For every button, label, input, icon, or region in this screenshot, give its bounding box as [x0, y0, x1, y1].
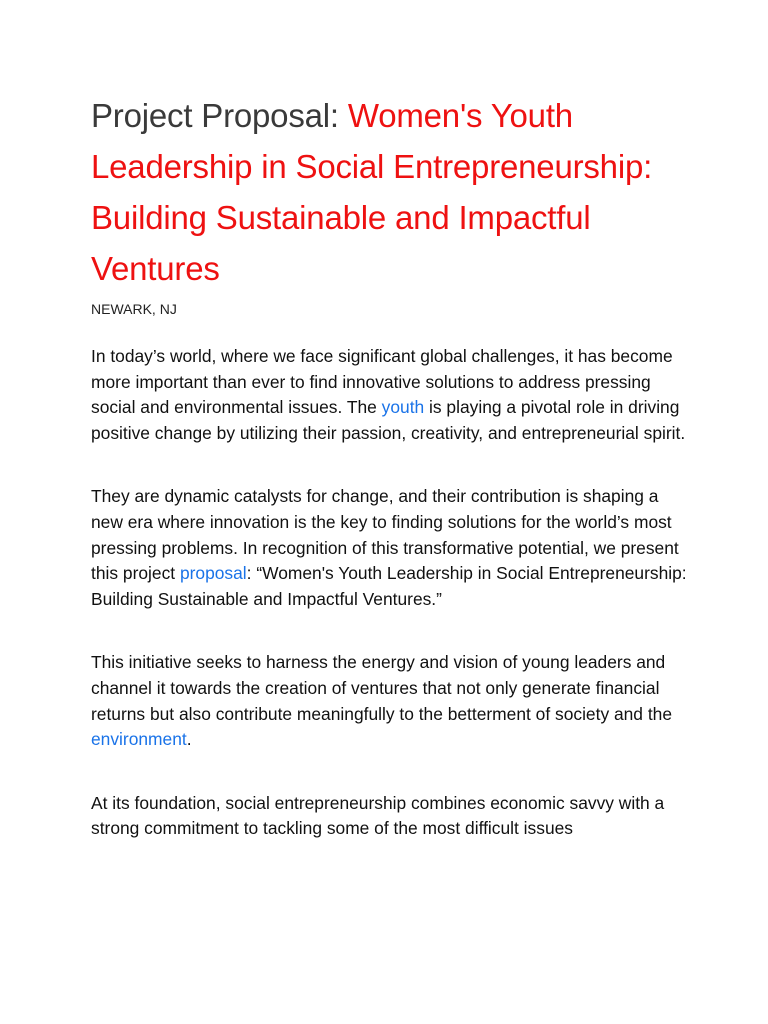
proposal-link[interactable]: proposal: [179, 563, 247, 584]
paragraph-3-text-before: This initiative seeks to harness the energy and vision of young leaders and channel it towards the creation of ventures that not only generate financial returns but also contribute meaningfully to the betterment of society and the: [91, 652, 672, 724]
paragraph-1-text-before: In today’s world, where we face significant global challenges, it has become more important than ever to find innovative solutions to address pressing social and environmental issues. The: [91, 346, 673, 418]
paragraph-3: [91, 650, 688, 752]
paragraph-1: [91, 344, 688, 446]
page-title: [91, 90, 688, 294]
paragraph-2-text-before: They are dynamic catalysts for change, and their contribution is shaping a new era where innovation is the key to finding solutions for the world’s most pressing problems. In recognition of this transformative potential, we present this project: [91, 486, 679, 584]
dateline: NEWARK, NJ: [91, 301, 177, 317]
paragraph-1-text-after: is playing a pivotal role in driving positive change by utilizing their passion, creativity, and entrepreneurial spirit.: [91, 397, 686, 443]
paragraph-2-text-after: : “Women's Youth Leadership in Social Entrepreneurship: Building Sustainable and Impactful Ventures.”: [91, 563, 687, 609]
paragraph-3-text-after: .: [186, 729, 192, 750]
paragraph-2: [91, 484, 688, 612]
environment-link[interactable]: environment: [91, 729, 187, 750]
title-main: Women's Youth Leadership in Social Entrepreneurship: Building Sustainable and Impactful Ventures: [91, 97, 653, 287]
title-prefix: Project Proposal:: [91, 97, 339, 134]
youth-link[interactable]: youth: [381, 397, 425, 418]
paragraph-4: At its foundation, social entrepreneurship combines economic savvy with a strong commitment to tackling some of the most difficult issues: [91, 792, 665, 839]
